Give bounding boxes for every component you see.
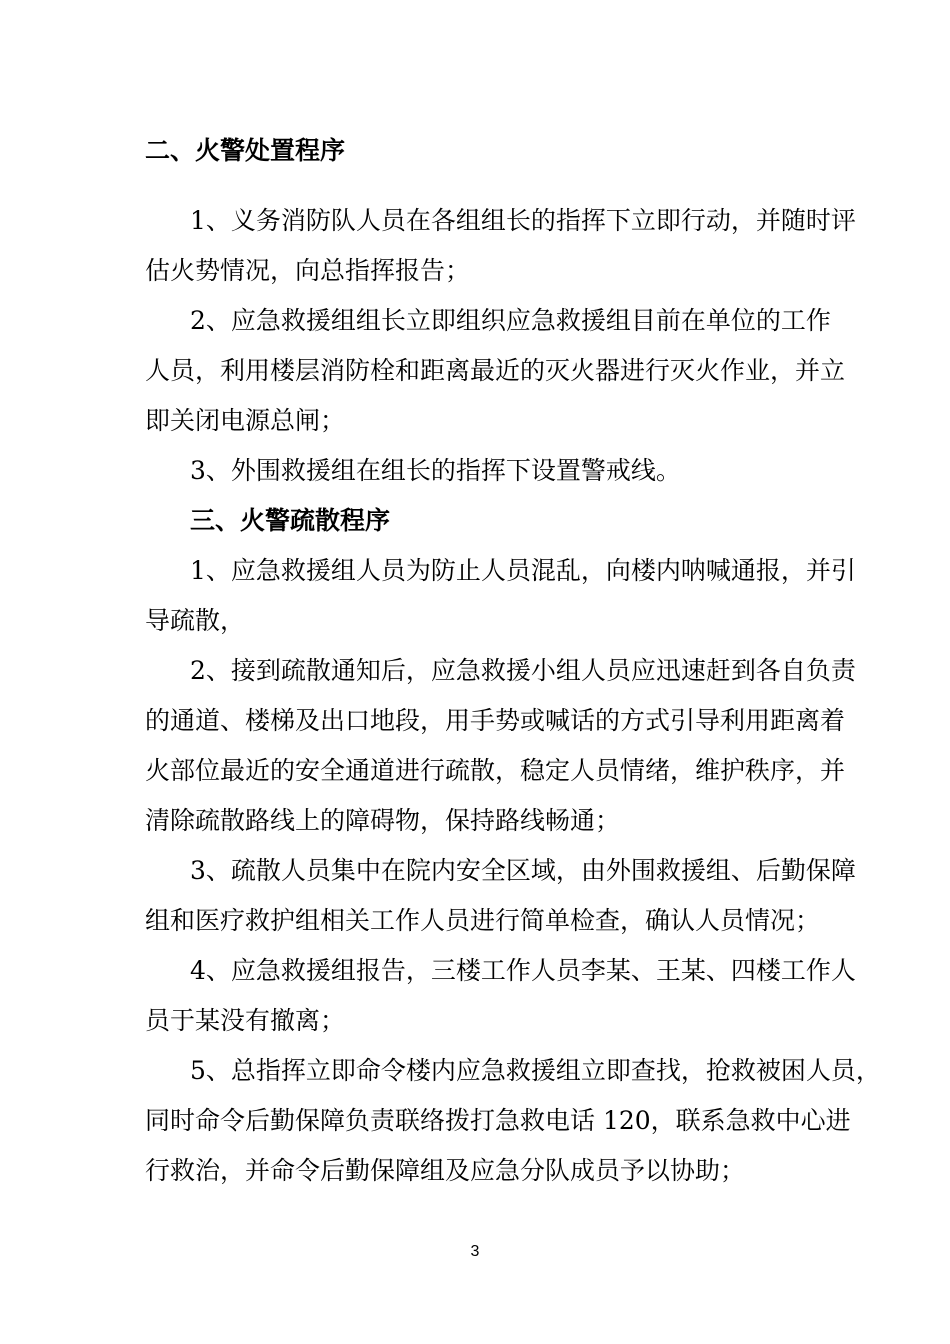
paragraph-line: 2、接到疏散通知后，应急救援小组人员应迅速赶到各自负责 xyxy=(190,656,856,685)
paragraph-line: 1、应急救援组人员为防止人员混乱，向楼内呐喊通报，并引 xyxy=(190,556,856,585)
paragraph-line: 1、义务消防队人员在各组组长的指挥下立即行动，并随时评 xyxy=(190,206,856,235)
page-number: 3 xyxy=(470,1243,480,1260)
paragraph-line: 3、外围救援组在组长的指挥下设置警戒线。 xyxy=(190,456,681,485)
paragraph-line: 2、应急救援组组长立即组织应急救援组目前在单位的工作 xyxy=(190,306,831,335)
paragraph-line: 同时命令后勤保障负责联络拨打急救电话 120，联系急救中心进 xyxy=(145,1106,851,1135)
paragraph-line: 5、总指挥立即命令楼内应急救援组立即查找，抢救被困人员， xyxy=(190,1056,881,1085)
paragraph-line: 行救治，并命令后勤保障组及应急分队成员予以协助； xyxy=(145,1156,746,1185)
paragraph-line: 即关闭电源总闸； xyxy=(145,406,346,435)
section-heading: 三、火警疏散程序 xyxy=(190,506,391,535)
paragraph-line: 4、应急救援组报告，三楼工作人员李某、王某、四楼工作人 xyxy=(190,956,856,985)
paragraph-line: 火部位最近的安全通道进行疏散，稳定人员情绪，维护秩序，并 xyxy=(145,756,846,785)
paragraph-line: 清除疏散路线上的障碍物，保持路线畅通； xyxy=(145,806,621,835)
paragraph-line: 员于某没有撤离； xyxy=(145,1006,346,1035)
section-heading: 二、火警处置程序 xyxy=(145,136,346,165)
paragraph-line: 的通道、楼梯及出口地段，用手势或喊话的方式引导利用距离着 xyxy=(145,706,846,735)
paragraph-line: 组和医疗救护组相关工作人员进行简单检查，确认人员情况； xyxy=(145,906,821,935)
paragraph-line: 导疏散， xyxy=(145,606,246,635)
paragraph-line: 3、疏散人员集中在院内安全区域，由外围救援组、后勤保障 xyxy=(190,856,856,885)
paragraph-line: 估火势情况，向总指挥报告； xyxy=(145,256,471,285)
paragraph-line: 人员，利用楼层消防栓和距离最近的灭火器进行灭火作业，并立 xyxy=(145,356,846,385)
